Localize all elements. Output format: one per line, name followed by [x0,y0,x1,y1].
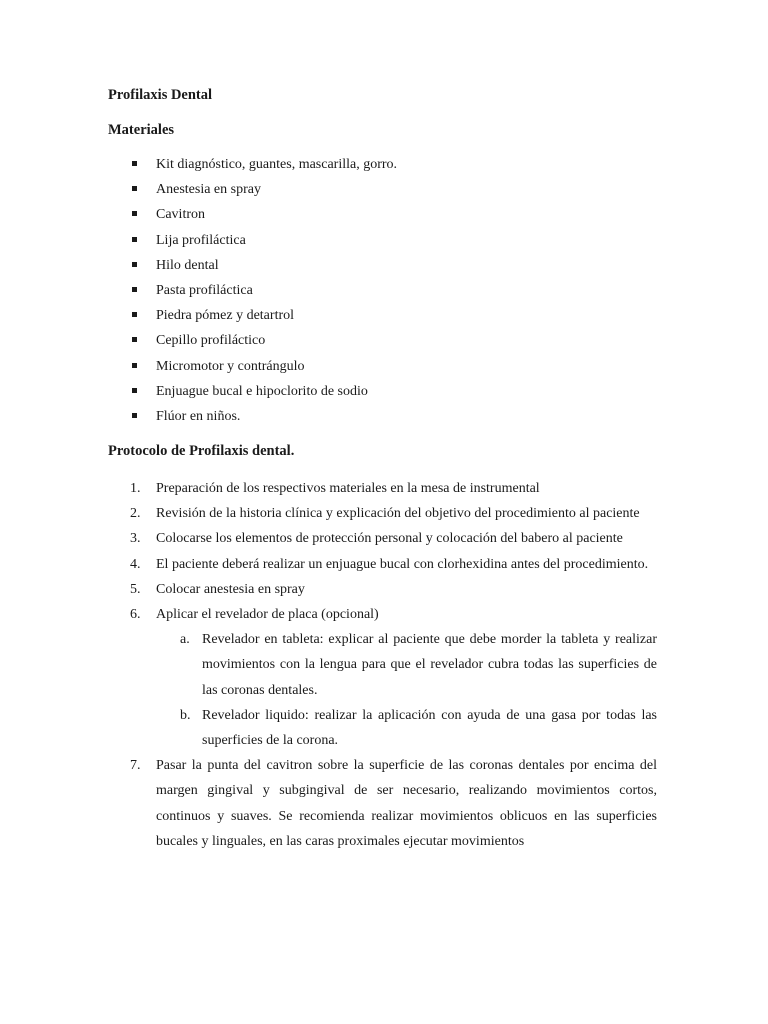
material-item-label: Micromotor y contrángulo [156,358,305,374]
protocol-step [108,501,657,526]
material-item-label: Kit diagnóstico, guantes, mascarilla, gorro. [156,157,398,172]
materials-heading: Materiales [108,122,175,138]
substep-text: Revelador liquido: realizar la aplicación con ayuda de una gasa por todas las superficies de la corona. [202,707,657,749]
step-number: 3. [130,531,141,547]
material-item [108,154,668,179]
material-item-label: Hilo dental [156,257,219,273]
step-number: 4. [130,556,141,572]
material-item [108,255,668,280]
step-text: El paciente deberá realizar un enjuague bucal con clorhexidina antes del procedimiento. [156,556,649,572]
bullet-icon [132,287,137,292]
substep-text: Revelador en tableta: explicar al paciente que debe morder la tableta y realizar movimientos con la lengua para que el revelador cubra todas las superficies de las coronas dentales. [202,632,657,698]
protocol-step [108,526,657,551]
step-text: Colocarse los elementos de protección personal y colocación del babero al paciente [156,531,623,547]
material-item [108,230,668,255]
material-item-label: Enjuague bucal e hipoclorito de sodio [156,383,368,399]
material-item [108,381,668,406]
protocol-step [108,577,657,602]
step-number: 7. [130,758,141,774]
material-item [108,406,668,431]
step-number: 1. [130,481,141,496]
materials-list [108,154,668,431]
bullet-icon [132,211,137,216]
protocol-heading: Protocolo de Profilaxis dental. [108,443,295,459]
step-text: Pasar la punta del cavitron sobre la superficie de las coronas dentales por encima del margen gingival y subgingival de ser necesario, realizando movimientos cortos, continuos y suaves. Se recomienda realizar movimientos oblicuos en las superficies bucales y linguales, en las caras proximales ejecutar movimientos [156,758,657,849]
document-title: Profilaxis Dental [108,87,213,103]
bullet-icon [132,262,137,267]
protocol-step [108,552,657,577]
bullet-icon [132,312,137,317]
bullet-icon [132,161,137,166]
bullet-icon [132,186,137,191]
step-text: Colocar anestesia en spray [156,581,305,597]
bullet-icon [132,413,137,418]
bullet-icon [132,237,137,242]
step-text: Preparación de los respectivos materiales en la mesa de instrumental [156,481,540,496]
step-number: 6. [130,607,141,623]
substep-letter: a. [180,632,190,648]
substep-letter: b. [180,707,191,723]
material-item-label: Pasta profiláctica [156,282,253,298]
material-item-label: Cepillo profiláctico [156,333,266,349]
protocol-step [108,602,657,753]
substep [156,703,657,753]
material-item [108,330,668,355]
material-item [108,280,668,305]
protocol-steps-list [108,476,657,854]
bullet-icon [132,363,137,368]
material-item-label: Piedra pómez y detartrol [156,308,295,324]
material-item [108,204,668,229]
step-text: Aplicar el revelador de placa (opcional) [156,607,379,623]
bullet-icon [132,337,137,342]
material-item-label: Cavitron [156,207,205,223]
material-item [108,179,668,204]
material-item-label: Anestesia en spray [156,182,261,198]
step-number: 5. [130,581,141,597]
protocol-step [108,476,657,501]
step-number: 2. [130,506,141,522]
substeps-list [156,627,657,753]
step-text: Revisión de la historia clínica y explicación del objetivo del procedimiento al paciente [156,506,640,522]
substep [156,627,657,703]
protocol-step [108,753,657,854]
material-item [108,356,668,381]
bullet-icon [132,388,137,393]
material-item-label: Flúor en niños. [156,408,241,424]
material-item [108,305,668,330]
material-item-label: Lija profiláctica [156,232,246,248]
